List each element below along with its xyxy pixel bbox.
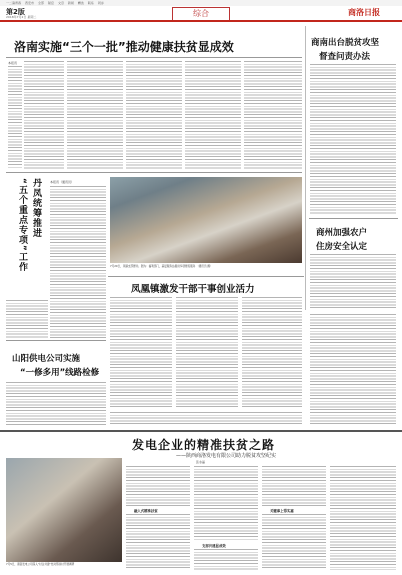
- feature-photo: [6, 458, 122, 562]
- lead-column-5: [244, 61, 302, 169]
- lead-column-4: [185, 61, 241, 169]
- top-nav-bar: [0, 0, 402, 6]
- fengzhen-col-2: [176, 297, 238, 409]
- fengzhen-rule: [108, 276, 304, 277]
- feature-col-2b: [194, 549, 258, 571]
- nav-tab[interactable]: 新闻: [67, 1, 74, 5]
- feature-headline: 发电企业的精准扶贫之路: [132, 438, 276, 452]
- nav-tab[interactable]: 秘密: [47, 1, 54, 5]
- feature-photo-caption: 7月5日，商洛发电公司深入“村企共建”结对帮扶村开展调研: [6, 563, 75, 566]
- column-divider: [305, 26, 306, 310]
- fengzhen-col-3: [242, 297, 302, 409]
- fengzhen-col-1: [110, 297, 172, 409]
- right2-body: [310, 314, 396, 424]
- feature-rule: [0, 430, 402, 432]
- paper-logo: 商洛日报: [348, 8, 380, 17]
- shanyang-body: [6, 382, 106, 426]
- right2-headline-1: 商州加强农户: [316, 228, 368, 238]
- fengzhen-headline: 凤凰镇激发干部干事创业活力: [131, 284, 255, 295]
- edition-date: 2018年7月2日 星期二: [6, 15, 37, 19]
- shanyang-rule: [6, 340, 106, 341]
- feature-col-1a: [126, 466, 190, 506]
- photo-caption: 7月20日，凤镇支部群众。图为：福利部门，基层服务站提供多项便民服务 （通讯员 摄）: [110, 265, 213, 268]
- nav-tab[interactable]: 精选: [77, 1, 84, 5]
- feature-subheading-3: 关键事上得实惠: [270, 509, 294, 513]
- feature-col-3a: [262, 466, 326, 506]
- feature-col-3b: [262, 514, 326, 570]
- nav-tab[interactable]: 联系: [87, 1, 94, 5]
- nav-tab[interactable]: 全部: [37, 1, 44, 5]
- nav-tab[interactable]: 西安市: [24, 1, 34, 5]
- shanyang-headline-1: 山阳供电公司实施: [12, 354, 81, 364]
- feature-col-1b: [126, 514, 190, 570]
- nav-tab[interactable]: 一二滴青春: [6, 1, 22, 5]
- edition-number: 第2版: [6, 8, 25, 16]
- dan-feng-body-1: [50, 186, 106, 338]
- masthead-divider: [0, 20, 402, 22]
- dan-feng-body-0: [6, 300, 48, 338]
- feature-subheading-2: 支部共建显成效: [202, 544, 226, 548]
- feature-subtitle: ——陕西商洛发电有限公司助力脱贫攻坚纪实: [176, 453, 277, 459]
- shanyang-headline-2: “一修多用”线路检修: [20, 368, 100, 378]
- event-photo: [110, 177, 302, 263]
- lead-column-1: [24, 61, 64, 169]
- right2-headline-2: 住房安全认定: [316, 242, 368, 252]
- right-rule: [309, 218, 398, 219]
- lead-byline: 本报讯: [8, 61, 18, 65]
- feature-col-4: [330, 466, 396, 570]
- lead-column-1b: [8, 66, 22, 169]
- nav-tab[interactable]: 同步: [97, 1, 104, 5]
- right1-body: [310, 64, 396, 214]
- section-label: 综合: [172, 7, 230, 21]
- lead-column-2: [67, 61, 123, 169]
- right2-body-top: [310, 254, 396, 310]
- right1-headline-1: 商南出台脱贫攻坚: [311, 38, 380, 48]
- dan-feng-byline: 本报讯（通讯员）: [50, 180, 75, 184]
- dan-feng-title-b: “五个重点专项”工作: [17, 178, 27, 272]
- feature-author: 张永晶: [196, 460, 206, 464]
- feature-subheading-1: 融入式精准扶贫: [134, 509, 158, 513]
- lead-rule: [6, 57, 302, 58]
- top-nav-tabs: [6, 0, 107, 6]
- dan-feng-title-a: 丹凤统筹推进: [31, 178, 41, 238]
- fengzhen-tail: [110, 412, 302, 426]
- lead-headline: 洛南实施“三个一批”推动健康扶贫显成效: [14, 40, 234, 54]
- lead-column-3: [126, 61, 182, 169]
- nav-tab[interactable]: 文章: [57, 1, 64, 5]
- right1-headline-2: 督查问责办法: [319, 52, 371, 62]
- feature-col-2a: [194, 466, 258, 540]
- section-rule: [6, 172, 302, 173]
